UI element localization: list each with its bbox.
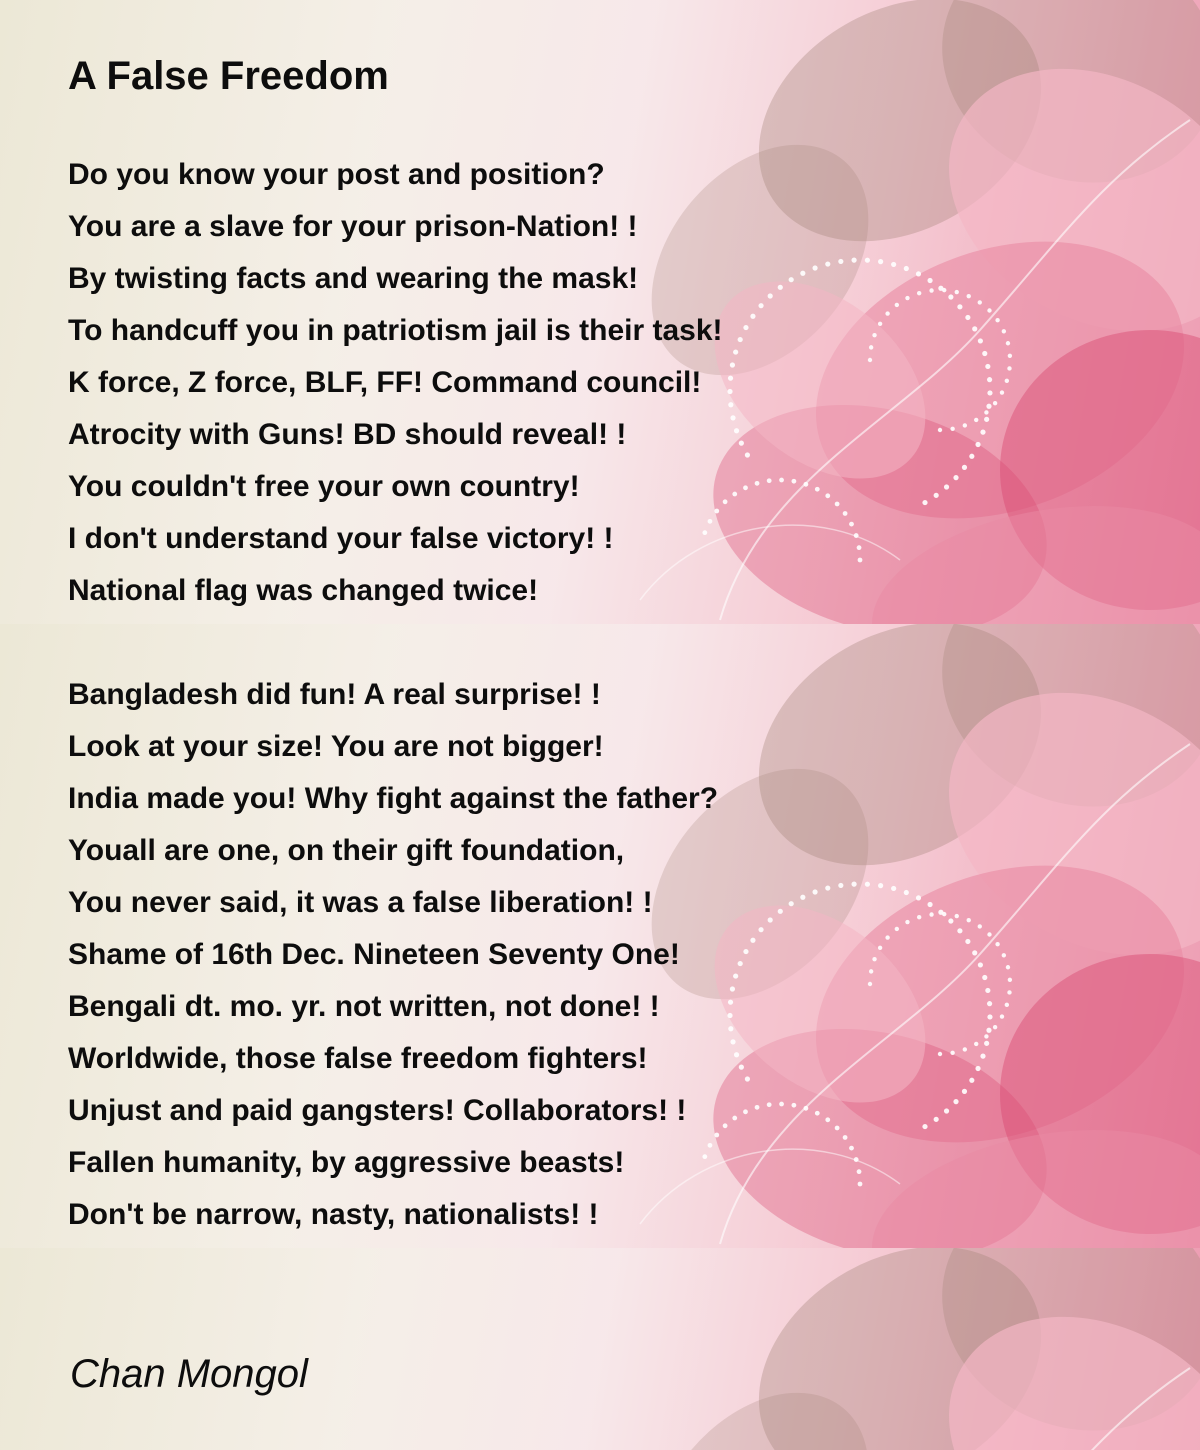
poem-line: Bengali dt. mo. yr. not written, not done! ! — [68, 990, 660, 1023]
poem-line: You couldn't free your own country! — [68, 470, 580, 503]
stanza-1 — [68, 149, 723, 617]
poem-line: Don't be narrow, nasty, nationalists! ! — [68, 1198, 599, 1231]
poem-line: National flag was changed twice! — [68, 574, 539, 607]
stanza-2 — [68, 669, 718, 1241]
poem-line: Youall are one, on their gift foundation, — [68, 834, 625, 867]
poem-line: Look at your size! You are not bigger! — [68, 730, 604, 763]
poem-line: You never said, it was a false liberation! ! — [68, 886, 653, 919]
poem-author: Chan Mongol — [70, 1352, 308, 1396]
poem-title: A False Freedom — [68, 54, 389, 98]
poem-line: I don't understand your false victory! ! — [68, 522, 614, 555]
poem-line: India made you! Why fight against the father? — [68, 782, 719, 815]
poem-line: Bangladesh did fun! A real surprise! ! — [68, 678, 601, 711]
poem-line: Shame of 16th Dec. Nineteen Seventy One! — [68, 938, 680, 971]
poem-line: K force, Z force, BLF, FF! Command council! — [68, 366, 702, 399]
poem-line: Unjust and paid gangsters! Collaborators! ! — [68, 1094, 687, 1127]
poem-line: By twisting facts and wearing the mask! — [68, 262, 639, 295]
poem-line: To handcuff you in patriotism jail is their task! — [68, 314, 723, 347]
poem-line: Worldwide, those false freedom fighters! — [68, 1042, 648, 1075]
poem-line: Do you know your post and position? — [68, 158, 605, 191]
poem-line: You are a slave for your prison-Nation! ! — [68, 210, 638, 243]
poem-line: Fallen humanity, by aggressive beasts! — [68, 1146, 625, 1179]
poem-line: Atrocity with Guns! BD should reveal! ! — [68, 418, 627, 451]
